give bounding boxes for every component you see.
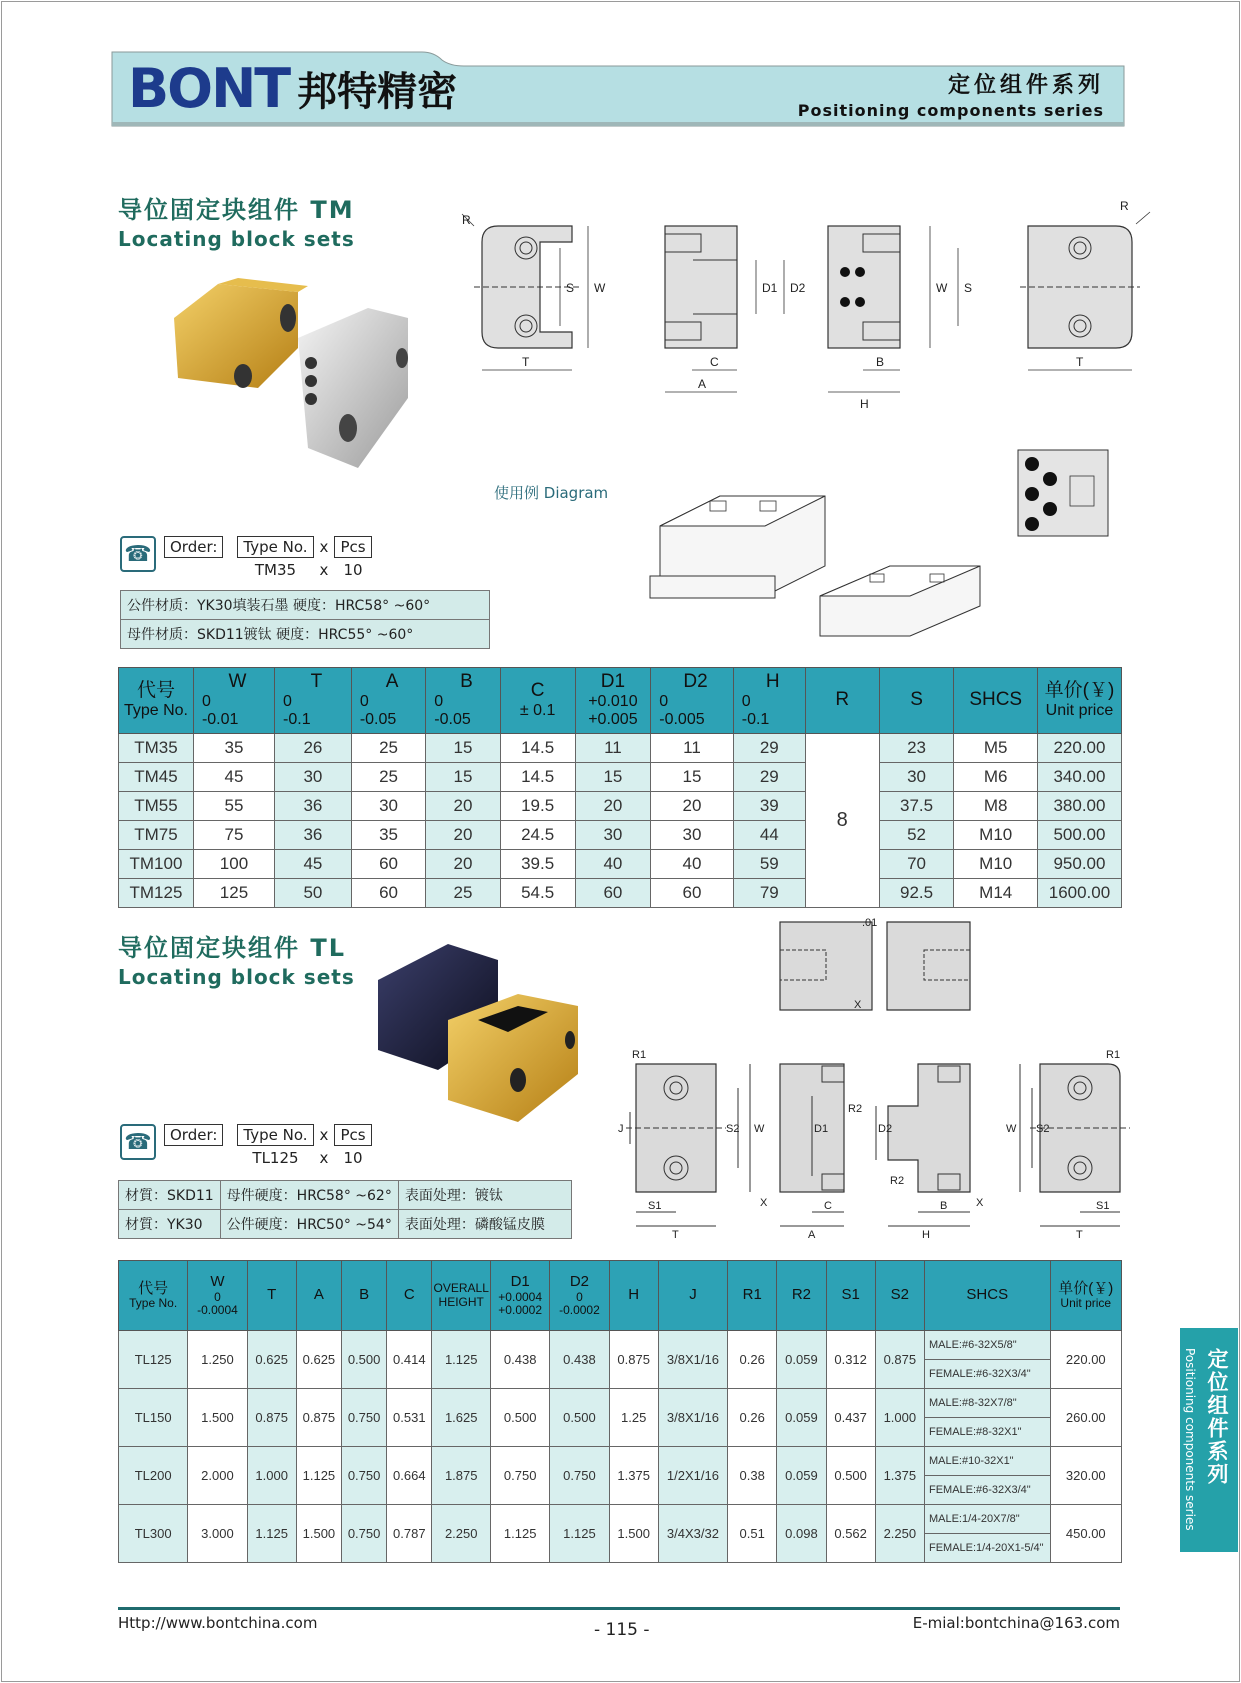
table-row xyxy=(119,1331,1122,1360)
tm-cell-h: 29 xyxy=(733,763,805,792)
tl-title-cn: 导位固定块组件 TL xyxy=(118,934,347,962)
tm-cell-w: 75 xyxy=(193,821,274,850)
tl-cell-d2: 0.750 xyxy=(550,1447,609,1505)
tl-material-cell: 表面处理：磷酸锰皮膜 xyxy=(398,1210,571,1239)
tm-cell-s: 23 xyxy=(879,734,954,763)
brand-logo xyxy=(128,58,457,118)
tm-dim-a: A xyxy=(698,377,707,391)
footer-divider xyxy=(118,1607,1120,1610)
tl-cell-a: 1.500 xyxy=(296,1505,341,1563)
tm-cell-price: 500.00 xyxy=(1037,821,1121,850)
side-tab-en: Positioning components series xyxy=(1183,1348,1197,1531)
tl-cell-t: 0.875 xyxy=(247,1389,296,1447)
tm-th-type: 代号 Type No. xyxy=(119,668,194,734)
tl-cell-c: 0.787 xyxy=(387,1505,432,1563)
tl-cell-type: TL200 xyxy=(119,1447,188,1505)
table-row xyxy=(119,879,1122,908)
tl-order-pcs-label: Pcs xyxy=(334,1124,371,1146)
tm-cell-t: 45 xyxy=(275,850,352,879)
tm-table-body xyxy=(119,734,1122,908)
tl-material-table xyxy=(118,1180,572,1239)
tm-cell-c: 54.5 xyxy=(500,879,575,908)
tm-cell-shcs: M6 xyxy=(954,763,1037,792)
tl-cell-type: TL150 xyxy=(119,1389,188,1447)
tm-material-row: 母件材质：SKD11镀钛 硬度：HRC55° ~60° xyxy=(121,620,490,649)
tl-th-a: A xyxy=(296,1261,341,1331)
tm-cell-d2: 30 xyxy=(651,821,733,850)
tl-cell-a: 1.125 xyxy=(296,1447,341,1505)
tl-cell-r1: 0.26 xyxy=(728,1331,777,1389)
tm-th-b: B 0 -0.05 xyxy=(426,668,500,734)
tm-cell-d2: 40 xyxy=(651,850,733,879)
tl-dim-w-left: W xyxy=(754,1123,765,1135)
tl-cell-j: 3/8X1/16 xyxy=(658,1331,727,1389)
tl-dim-r1-left: R1 xyxy=(632,1049,647,1061)
tm-section-title xyxy=(118,190,355,251)
tm-cell-price: 340.00 xyxy=(1037,763,1121,792)
tl-dim-tol: .01 xyxy=(862,917,878,929)
tl-cell-h: 1.500 xyxy=(609,1505,658,1563)
tl-material-cell: 表面处理：镀钛 xyxy=(398,1181,571,1210)
tm-cell-c: 39.5 xyxy=(500,850,575,879)
tl-dim-d2: D2 xyxy=(878,1123,893,1135)
tl-cell-w: 1.500 xyxy=(188,1389,247,1447)
table-row xyxy=(119,1447,1122,1476)
side-tab xyxy=(1180,1328,1238,1552)
tl-cell-type: TL125 xyxy=(119,1331,188,1389)
tm-cell-c: 24.5 xyxy=(500,821,575,850)
tm-cell-d2: 60 xyxy=(651,879,733,908)
tl-cell-r2: 0.059 xyxy=(777,1447,826,1505)
tm-cell-a: 60 xyxy=(351,850,425,879)
tm-order-pcs-label: Pcs xyxy=(334,536,371,558)
tl-dim-x-right: X xyxy=(976,1197,984,1209)
tl-dim-s1-left: S1 xyxy=(648,1200,662,1212)
tl-table-body xyxy=(119,1331,1122,1563)
tm-dim-r-left: R xyxy=(462,213,471,227)
tl-order-type-label: Type No. xyxy=(237,1124,313,1146)
tl-order-pcs-value: 10 xyxy=(343,1149,363,1167)
side-tab-cn: 定位组件系列 xyxy=(1205,1348,1229,1486)
tm-th-h: H 0 -0.1 xyxy=(733,668,805,734)
tm-order-pcs-value: 10 xyxy=(343,561,363,579)
tm-th-s: S xyxy=(879,668,954,734)
tm-cell-s: 70 xyxy=(879,850,954,879)
tm-cell-b: 15 xyxy=(426,734,500,763)
tl-th-r1: R1 xyxy=(728,1261,777,1331)
tl-cell-r2: 0.059 xyxy=(777,1389,826,1447)
tm-cell-b: 15 xyxy=(426,763,500,792)
tl-cell-d2: 0.500 xyxy=(550,1389,609,1447)
tl-cell-s1: 0.562 xyxy=(826,1505,875,1563)
tm-cell-t: 36 xyxy=(275,821,352,850)
tl-cell-a: 0.625 xyxy=(296,1331,341,1389)
tm-cell-shcs: M8 xyxy=(954,792,1037,821)
tm-cell-b: 20 xyxy=(426,792,500,821)
tl-th-c: C xyxy=(387,1261,432,1331)
tl-cell-shcs-male: MALE:#6-32X5/8" xyxy=(924,1331,1050,1360)
tl-dim-b: B xyxy=(940,1200,948,1212)
tl-cell-price: 450.00 xyxy=(1050,1505,1121,1563)
tl-cell-j: 3/8X1/16 xyxy=(658,1389,727,1447)
tm-cell-type: TM100 xyxy=(119,850,194,879)
tl-dim-r2-b: R2 xyxy=(890,1175,905,1187)
tm-cell-price: 950.00 xyxy=(1037,850,1121,879)
tl-cell-type: TL300 xyxy=(119,1505,188,1563)
tm-cell-t: 36 xyxy=(275,792,352,821)
tm-dim-w-left: W xyxy=(594,281,606,295)
tm-cell-price: 1600.00 xyxy=(1037,879,1121,908)
tl-dim-w-right: W xyxy=(1006,1123,1017,1135)
tl-cell-price: 260.00 xyxy=(1050,1389,1121,1447)
tl-cell-c: 0.664 xyxy=(387,1447,432,1505)
tl-cell-t: 1.000 xyxy=(247,1447,296,1505)
tl-cell-d1: 0.438 xyxy=(491,1331,550,1389)
table-row xyxy=(119,1505,1122,1534)
tl-order-x2: x xyxy=(319,1149,329,1167)
tl-th-s2: S2 xyxy=(875,1261,924,1331)
series-title xyxy=(798,68,1104,120)
tl-cell-b: 0.750 xyxy=(342,1505,387,1563)
tm-cell-a: 35 xyxy=(351,821,425,850)
tl-cell-price: 320.00 xyxy=(1050,1447,1121,1505)
logo-latin: BONT xyxy=(128,56,290,120)
tm-order-label: Order: xyxy=(164,536,223,558)
tl-dim-s1-right: S1 xyxy=(1096,1200,1110,1212)
tm-cell-s: 92.5 xyxy=(879,879,954,908)
tl-cell-a: 0.875 xyxy=(296,1389,341,1447)
tl-dim-s2-left: S2 xyxy=(726,1123,740,1135)
tm-dim-c: C xyxy=(710,355,719,369)
tm-order-type-value: TM35 xyxy=(254,561,297,579)
tm-cell-t: 50 xyxy=(275,879,352,908)
tl-cell-s1: 0.312 xyxy=(826,1331,875,1389)
tm-dim-h: H xyxy=(860,397,869,411)
tl-cell-d2: 0.438 xyxy=(550,1331,609,1389)
tm-title-cn: 导位固定块组件 TM xyxy=(118,196,355,224)
tl-dim-j: J xyxy=(618,1123,624,1135)
tl-product-photo xyxy=(378,940,588,1122)
tm-product-photo xyxy=(168,278,428,478)
tm-cell-d1: 30 xyxy=(575,821,651,850)
tl-dim-h: H xyxy=(922,1229,930,1241)
tl-spec-table xyxy=(118,1260,1122,1563)
tm-order-type-label: Type No. xyxy=(237,536,313,558)
tm-cell-s: 30 xyxy=(879,763,954,792)
tm-th-t: T 0 -0.1 xyxy=(275,668,352,734)
page-header xyxy=(112,52,1124,126)
tl-th-t: T xyxy=(247,1261,296,1331)
tl-dim-d1: D1 xyxy=(814,1123,829,1135)
tl-cell-c: 0.531 xyxy=(387,1389,432,1447)
tl-cell-s2: 2.250 xyxy=(875,1505,924,1563)
table-row xyxy=(119,763,1122,792)
tl-title-en: Locating block sets xyxy=(118,965,355,989)
table-row xyxy=(119,792,1122,821)
tm-dim-t-left: T xyxy=(522,355,530,369)
tm-cell-t: 30 xyxy=(275,763,352,792)
tm-cell-price: 220.00 xyxy=(1037,734,1121,763)
tl-cell-overall: 1.875 xyxy=(432,1447,491,1505)
tl-cell-d1: 0.750 xyxy=(491,1447,550,1505)
tm-cell-a: 60 xyxy=(351,879,425,908)
tl-cell-t: 1.125 xyxy=(247,1505,296,1563)
tm-cell-h: 29 xyxy=(733,734,805,763)
tl-cell-h: 1.375 xyxy=(609,1447,658,1505)
tl-material-cell: 材質：YK30 xyxy=(119,1210,221,1239)
tm-th-r: R xyxy=(805,668,879,734)
page-number: - 115 - xyxy=(594,1620,650,1640)
tl-order-label: Order: xyxy=(164,1124,223,1146)
tl-th-s1: S1 xyxy=(826,1261,875,1331)
table-row xyxy=(119,734,1122,763)
tl-cell-r2: 0.098 xyxy=(777,1505,826,1563)
series-title-en: Positioning components series xyxy=(797,101,1104,120)
tm-dim-w-right: W xyxy=(936,281,948,295)
tm-cell-h: 79 xyxy=(733,879,805,908)
tm-dim-d1: D1 xyxy=(762,281,778,295)
tl-dim-a: A xyxy=(808,1229,816,1241)
tl-cell-r1: 0.38 xyxy=(728,1447,777,1505)
tl-cell-price: 220.00 xyxy=(1050,1331,1121,1389)
tl-th-w: W 0 -0.0004 xyxy=(188,1261,247,1331)
tm-material-row: 公件材质：YK30填装石墨 硬度：HRC58° ~60° xyxy=(121,591,490,620)
tl-th-r2: R2 xyxy=(777,1261,826,1331)
tl-th-d2: D2 0 -0.0002 xyxy=(550,1261,609,1331)
tl-th-price: 单价(￥) Unit price xyxy=(1050,1261,1121,1331)
tl-cell-b: 0.750 xyxy=(342,1447,387,1505)
tl-cell-j: 1/2X1/16 xyxy=(658,1447,727,1505)
tl-cell-overall: 2.250 xyxy=(432,1505,491,1563)
tl-cell-shcs-male: MALE:1/4-20X7/8" xyxy=(924,1505,1050,1534)
tl-dimension-drawing xyxy=(600,916,1140,1244)
tm-cell-shcs: M10 xyxy=(954,850,1037,879)
series-title-cn: 定位组件系列 xyxy=(947,73,1104,98)
tl-cell-s2: 1.000 xyxy=(875,1389,924,1447)
tl-cell-r1: 0.51 xyxy=(728,1505,777,1563)
tl-cell-d1: 1.125 xyxy=(491,1505,550,1563)
tl-cell-h: 0.875 xyxy=(609,1331,658,1389)
tl-dim-t-left: T xyxy=(672,1229,679,1241)
tl-cell-shcs-male: MALE:#8-32X7/8" xyxy=(924,1389,1050,1418)
tm-order-x: x xyxy=(319,538,329,556)
tm-cell-c: 19.5 xyxy=(500,792,575,821)
table-row xyxy=(119,1389,1122,1418)
tm-cell-type: TM45 xyxy=(119,763,194,792)
tm-th-w: W 0 -0.01 xyxy=(193,668,274,734)
tl-header-row xyxy=(119,1261,1122,1331)
tm-cell-type: TM55 xyxy=(119,792,194,821)
tl-th-b: B xyxy=(342,1261,387,1331)
tm-order-x2: x xyxy=(319,561,329,579)
tl-dim-r1-right: R1 xyxy=(1106,1049,1121,1061)
tm-th-d1: D1 +0.010 +0.005 xyxy=(575,668,651,734)
tl-cell-c: 0.414 xyxy=(387,1331,432,1389)
tm-cell-s: 52 xyxy=(879,821,954,850)
tl-order-x: x xyxy=(319,1126,329,1144)
tl-dim-x-left: X xyxy=(760,1197,768,1209)
tl-cell-s1: 0.437 xyxy=(826,1389,875,1447)
tl-material-cell: 材質：SKD11 xyxy=(119,1181,221,1210)
tm-cell-w: 55 xyxy=(193,792,274,821)
tm-cell-d1: 20 xyxy=(575,792,651,821)
tl-cell-overall: 1.125 xyxy=(432,1331,491,1389)
tl-dim-x-top: X xyxy=(854,999,862,1011)
tl-th-j: J xyxy=(658,1261,727,1331)
tm-cell-t: 26 xyxy=(275,734,352,763)
tm-dim-d2: D2 xyxy=(790,281,806,295)
table-row xyxy=(119,850,1122,879)
tl-th-d1: D1 +0.0004 +0.0002 xyxy=(491,1261,550,1331)
tm-cell-d1: 11 xyxy=(575,734,651,763)
tm-cell-d1: 40 xyxy=(575,850,651,879)
tl-cell-d1: 0.500 xyxy=(491,1389,550,1447)
tl-cell-overall: 1.625 xyxy=(432,1389,491,1447)
tl-cell-w: 2.000 xyxy=(188,1447,247,1505)
tm-cell-w: 35 xyxy=(193,734,274,763)
tl-cell-shcs-female: FEMALE:#8-32X1" xyxy=(924,1418,1050,1447)
tm-cell-a: 25 xyxy=(351,734,425,763)
tl-cell-w: 1.250 xyxy=(188,1331,247,1389)
phone-icon: ☎ xyxy=(120,1124,156,1160)
tm-cell-r: 8 xyxy=(805,734,879,908)
tm-cell-c: 14.5 xyxy=(500,734,575,763)
tl-order-box xyxy=(120,1124,372,1167)
tl-cell-h: 1.25 xyxy=(609,1389,658,1447)
footer-url: Http://www.bontchina.com xyxy=(118,1614,318,1632)
tl-cell-s1: 0.500 xyxy=(826,1447,875,1505)
tl-dim-s2-right: S2 xyxy=(1036,1123,1050,1135)
tm-dim-b: B xyxy=(876,355,885,369)
tl-cell-t: 0.625 xyxy=(247,1331,296,1389)
tm-dim-s-right: S xyxy=(964,281,973,295)
tm-cell-w: 125 xyxy=(193,879,274,908)
tl-cell-w: 3.000 xyxy=(188,1505,247,1563)
footer-email: E-mial:bontchina@163.com xyxy=(912,1614,1120,1632)
tl-order-type-value: TL125 xyxy=(252,1149,299,1167)
tm-cell-h: 39 xyxy=(733,792,805,821)
tm-cell-price: 380.00 xyxy=(1037,792,1121,821)
tm-cell-d1: 60 xyxy=(575,879,651,908)
tm-cell-h: 59 xyxy=(733,850,805,879)
tm-cell-shcs: M14 xyxy=(954,879,1037,908)
tm-cell-d2: 11 xyxy=(651,734,733,763)
tm-cell-b: 20 xyxy=(426,850,500,879)
tm-cell-h: 44 xyxy=(733,821,805,850)
tm-th-d2: D2 0 -0.005 xyxy=(651,668,733,734)
tl-dim-r2-a: R2 xyxy=(848,1103,863,1115)
tm-th-a: A 0 -0.05 xyxy=(351,668,425,734)
tm-header-row xyxy=(119,668,1122,734)
tm-cell-shcs: M5 xyxy=(954,734,1037,763)
tm-cell-type: TM125 xyxy=(119,879,194,908)
tm-order-box xyxy=(120,536,372,579)
tm-dimension-drawing xyxy=(460,199,1140,450)
tm-cell-a: 30 xyxy=(351,792,425,821)
tm-cell-d1: 15 xyxy=(575,763,651,792)
tl-dim-c: C xyxy=(824,1200,832,1212)
tm-cell-w: 100 xyxy=(193,850,274,879)
tm-cell-d2: 20 xyxy=(651,792,733,821)
tm-cell-b: 20 xyxy=(426,821,500,850)
tl-cell-s2: 1.375 xyxy=(875,1447,924,1505)
tm-dim-r-right: R xyxy=(1120,199,1129,213)
tm-title-en: Locating block sets xyxy=(118,227,355,251)
tl-cell-r2: 0.059 xyxy=(777,1331,826,1389)
tm-diagram-label: 使用例 Diagram xyxy=(494,484,609,502)
tm-th-c: C ± 0.1 xyxy=(500,668,575,734)
tm-cell-c: 14.5 xyxy=(500,763,575,792)
tm-usage-diagram xyxy=(650,446,1130,646)
tm-cell-d2: 15 xyxy=(651,763,733,792)
tm-cell-b: 25 xyxy=(426,879,500,908)
tm-dim-t-right: T xyxy=(1076,355,1084,369)
tl-cell-shcs-male: MALE:#10-32X1" xyxy=(924,1447,1050,1476)
tl-th-type: 代号 Type No. xyxy=(119,1261,188,1331)
tl-cell-shcs-female: FEMALE:1/4-20X1-5/4" xyxy=(924,1534,1050,1563)
tl-cell-shcs-female: FEMALE:#6-32X3/4" xyxy=(924,1360,1050,1389)
logo-cn: 邦特精密 xyxy=(297,67,458,115)
tl-material-cell: 母件硬度：HRC58° ~62° xyxy=(220,1181,398,1210)
tm-cell-w: 45 xyxy=(193,763,274,792)
tm-material-table xyxy=(120,590,490,649)
tl-cell-b: 0.500 xyxy=(342,1331,387,1389)
tl-cell-j: 3/4X3/32 xyxy=(658,1505,727,1563)
tl-cell-s2: 0.875 xyxy=(875,1331,924,1389)
tl-material-cell: 公件硬度：HRC50° ~54° xyxy=(220,1210,398,1239)
phone-icon: ☎ xyxy=(120,536,156,572)
tl-th-shcs: SHCS xyxy=(924,1261,1050,1331)
tm-cell-s: 37.5 xyxy=(879,792,954,821)
tm-cell-type: TM75 xyxy=(119,821,194,850)
tm-dim-s-left: S xyxy=(566,281,575,295)
tl-th-overall: OVERALL HEIGHT xyxy=(432,1261,491,1331)
tl-section-title xyxy=(118,928,355,989)
tm-th-shcs: SHCS xyxy=(954,668,1037,734)
tl-cell-b: 0.750 xyxy=(342,1389,387,1447)
tm-cell-type: TM35 xyxy=(119,734,194,763)
tl-th-h: H xyxy=(609,1261,658,1331)
tm-spec-table xyxy=(118,667,1122,908)
tl-dim-t-right: T xyxy=(1076,1229,1083,1241)
tm-cell-a: 25 xyxy=(351,763,425,792)
tl-cell-shcs-female: FEMALE:#6-32X3/4" xyxy=(924,1476,1050,1505)
tl-cell-d2: 1.125 xyxy=(550,1505,609,1563)
tl-cell-r1: 0.26 xyxy=(728,1389,777,1447)
table-row xyxy=(119,821,1122,850)
tm-cell-shcs: M10 xyxy=(954,821,1037,850)
tm-th-price: 单价(￥) Unit price xyxy=(1037,668,1121,734)
